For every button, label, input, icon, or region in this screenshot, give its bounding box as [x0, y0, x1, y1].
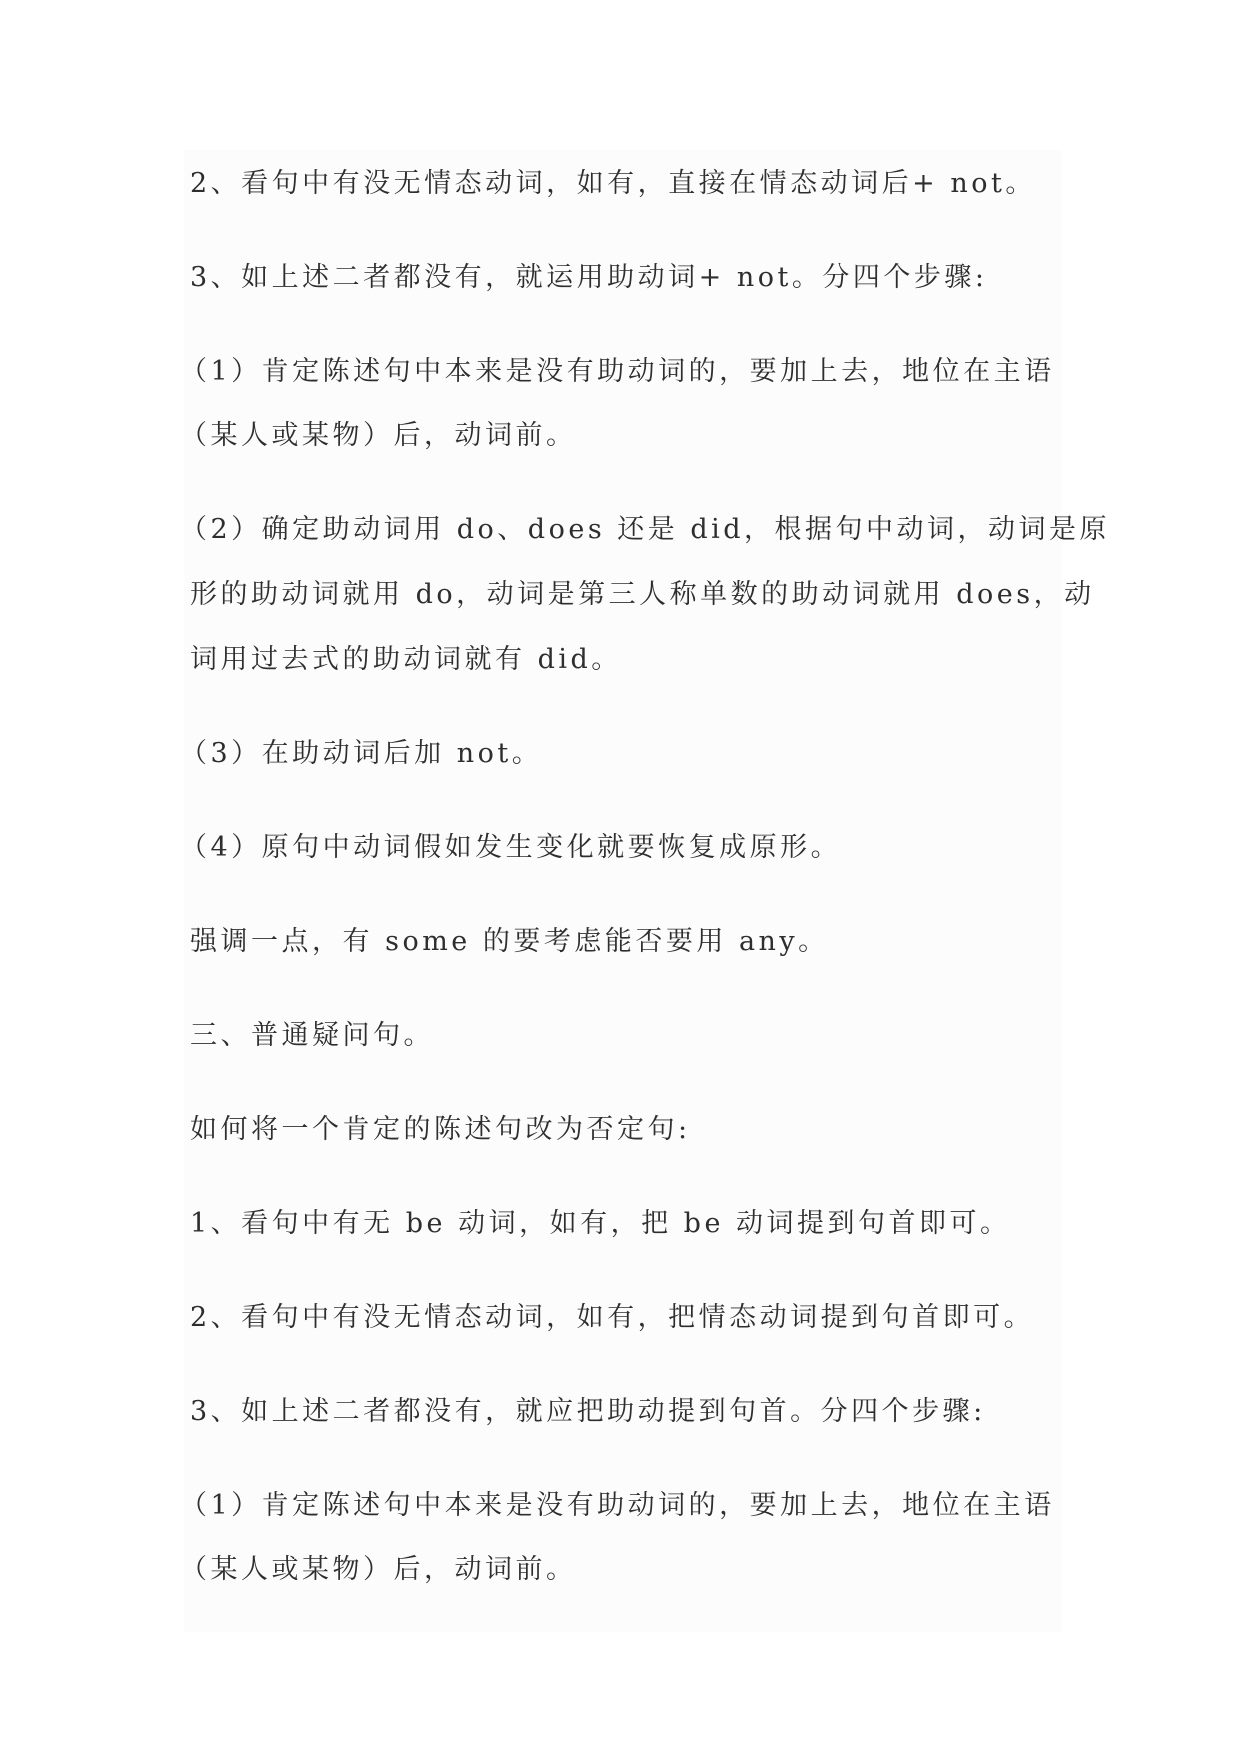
- paragraph-modal-verb-front: 2、看句中有没无情态动词，如有，把情态动词提到句首即可。: [190, 1302, 1035, 1333]
- paragraph-how-to-convert: 如何将一个肯定的陈述句改为否定句:: [190, 1114, 691, 1145]
- paragraph-auxiliary-not: 3、如上述二者都没有，就运用助动词+ not。分四个步骤:: [190, 262, 988, 293]
- paragraph-auxiliary-front: 3、如上述二者都没有，就应把助动提到句首。分四个步骤:: [190, 1396, 986, 1427]
- paragraph-step-2-line-3: 词用过去式的助动词就有 did。: [190, 644, 622, 675]
- paragraph-step-1-line-2: （某人或某物）后，动词前。: [180, 420, 577, 451]
- paragraph-be-verb-front: 1、看句中有无 be 动词，如有，把 be 动词提到句首即可。: [190, 1208, 1011, 1239]
- paragraph-modal-verb-not: 2、看句中有没无情态动词，如有，直接在情态动词后+ not。: [190, 168, 1036, 199]
- paragraph-emphasis-some-any: 强调一点，有 some 的要考虑能否要用 any。: [190, 926, 829, 957]
- paragraph-step-3: （3）在助动词后加 not。: [180, 738, 543, 769]
- paragraph-step-2-line-1: （2）确定助动词用 do、does 还是 did，根据句中动词，动词是原: [180, 514, 1111, 545]
- paragraph-step-1-line-1: （1）肯定陈述句中本来是没有助动词的，要加上去，地位在主语: [180, 356, 1055, 387]
- paragraph-step-1b-line-2: （某人或某物）后，动词前。: [180, 1554, 577, 1585]
- section-heading-general-question: 三、普通疑问句。: [190, 1020, 434, 1051]
- paragraph-step-4: （4）原句中动词假如发生变化就要恢复成原形。: [180, 832, 842, 863]
- paragraph-step-2-line-2: 形的助动词就用 do，动词是第三人称单数的助动词就用 does，动: [190, 579, 1095, 610]
- paragraph-step-1b-line-1: （1）肯定陈述句中本来是没有助动词的，要加上去，地位在主语: [180, 1490, 1055, 1521]
